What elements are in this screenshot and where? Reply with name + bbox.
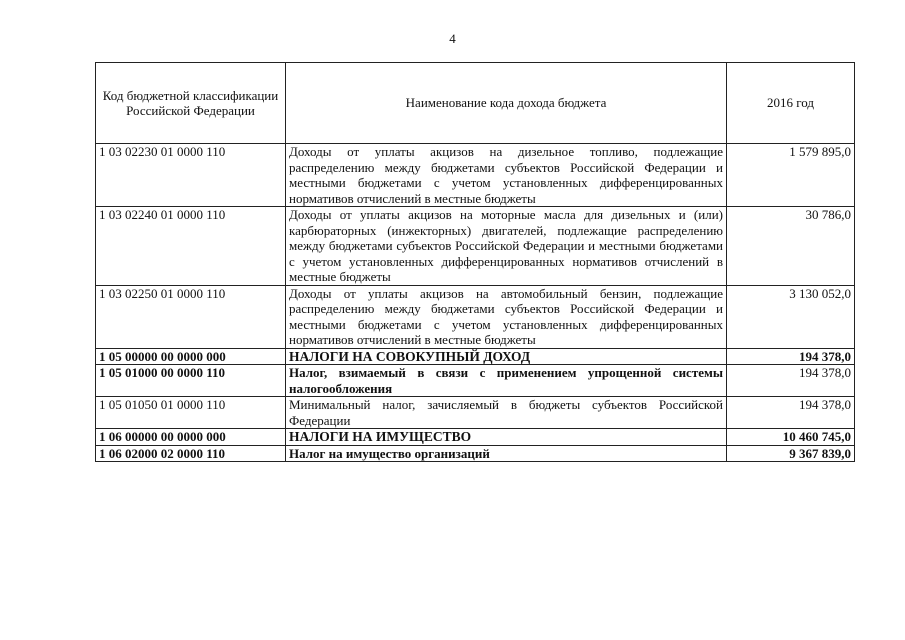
row-amount: 9 367 839,0 (727, 445, 855, 462)
row-name: Доходы от уплаты акцизов на дизельное топливо, подлежащие распределению между бюджетами субъектов Российской Федерации и местными бюджетами с учетом установленных дифференцированных нормативов отчислений в местные бюджеты (286, 144, 727, 207)
header-code: Код бюджетной классификации Российской Федерации (96, 63, 286, 144)
row-amount: 194 378,0 (727, 348, 855, 365)
row-code: 1 03 02240 01 0000 110 (96, 207, 286, 286)
row-code: 1 03 02250 01 0000 110 (96, 285, 286, 348)
table-row-subsection (96, 365, 855, 397)
row-amount: 30 786,0 (727, 207, 855, 286)
table-row-section (96, 348, 855, 365)
row-code: 1 06 02000 02 0000 110 (96, 445, 286, 462)
row-amount: 3 130 052,0 (727, 285, 855, 348)
table-row (96, 285, 855, 348)
page-number: 4 (449, 31, 456, 46)
row-name: Доходы от уплаты акцизов на автомобильный бензин, подлежащие распределению между бюджетами субъектов Российской Федерации и местными бюджетами с учетом установленных дифференцированных нормативов отчислений в местные бюджеты (286, 285, 727, 348)
table-row (96, 397, 855, 429)
row-code: 1 05 00000 00 0000 000 (96, 348, 286, 365)
row-name: Налог на имущество организаций (286, 445, 727, 462)
table-row-section (96, 429, 855, 446)
table-row (96, 207, 855, 286)
row-amount: 194 378,0 (727, 397, 855, 429)
header-name: Наименование кода дохода бюджета (286, 63, 727, 144)
table-row (96, 144, 855, 207)
table-row-subsection (96, 445, 855, 462)
row-amount: 10 460 745,0 (727, 429, 855, 446)
row-code: 1 05 01050 01 0000 110 (96, 397, 286, 429)
row-amount: 1 579 895,0 (727, 144, 855, 207)
row-name: НАЛОГИ НА СОВОКУПНЫЙ ДОХОД (286, 348, 727, 365)
budget-revenue-table (95, 62, 855, 462)
row-name: Доходы от уплаты акцизов на моторные масла для дизельных и (или) карбюраторных (инжекторных) двигателей, подлежащие распределению между бюджетами субъектов Российской Федерации и местными бюджетами с учетом установленных дифференцированных нормативов отчислений в местные бюджеты (286, 207, 727, 286)
row-name: Налог, взимаемый в связи с применением упрощенной системы налогообложения (286, 365, 727, 397)
table-header-row (96, 63, 855, 144)
row-code: 1 03 02230 01 0000 110 (96, 144, 286, 207)
row-code: 1 06 00000 00 0000 000 (96, 429, 286, 446)
row-code: 1 05 01000 00 0000 110 (96, 365, 286, 397)
row-name: Минимальный налог, зачисляемый в бюджеты субъектов Российской Федерации (286, 397, 727, 429)
row-amount: 194 378,0 (727, 365, 855, 397)
row-name: НАЛОГИ НА ИМУЩЕСТВО (286, 429, 727, 446)
header-year: 2016 год (727, 63, 855, 144)
